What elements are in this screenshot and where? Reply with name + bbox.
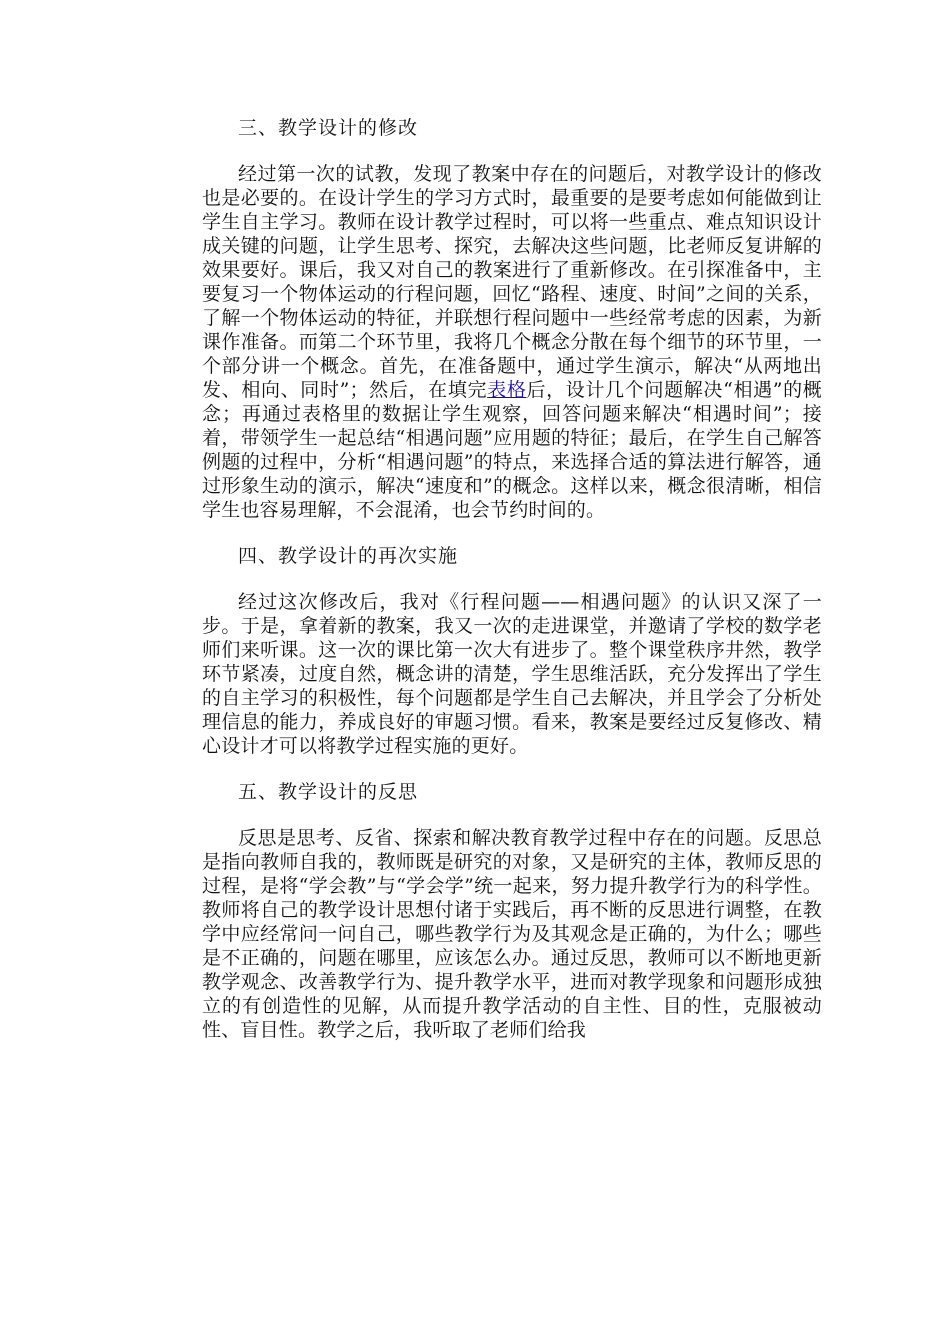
spacer bbox=[202, 758, 822, 780]
paragraph-text: 经过第一次的试教，发现了教案中存在的问题后，对教学设计的修改也是必要的。在设计学生的学习方式时，最重要的是要考虑如何能做到让学生自主学习。教师在设计教学过程时，可以将一些重点、难点知识设计成关键的问题，让学生思考、探究，去解决这些问题，比老师反复讲解的效果要好。课后，我又对自己的教案进行了重新修改。在引探准备中，主要复习一个物体运动的行程问题，回忆“路程、速度、时间”之间的关系，了解一个物体运动的特征，并联想行程问题中一些经常考虑的因素，为新课作准备。而第二个环节里，我将几个概念分散在每个细节的环节里，一个部分讲一个概念。首先，在准备题中，通过学生演示，解决“从两地出发、相向、同时”；然后，在填完 bbox=[202, 163, 822, 401]
table-link[interactable]: 表格 bbox=[487, 379, 527, 401]
paragraph-text: 后，设计几个问题解决“相遇”的概念；再通过表格里的数据让学生观察，回答问题来解决“相遇时间”；接着，带领学生一起总结“相遇问题”应用题的特征；最后，在学生自己解答例题的过程中，分析“相遇问题”的特点，来选择合适的算法进行解答，通过形象生动的演示，解决“速度和”的概念。这样以来，概念很清晰，相信学生也容易理解，不会混淆，也会节约时间的。 bbox=[202, 379, 822, 521]
section-paragraph-reimplementation: 经过这次修改后，我对《行程问题——相遇问题》的认识又深了一步。于是，拿着新的教案，我又一次的走进课堂，并邀请了学校的数学老师们来听课。这一次的课比第一次大有进步了。整个课堂秩序井然，教学环节紧凑，过度自然，概念讲的清楚，学生思维活跃，充分发挥出了学生的自主学习的积极性，每个问题都是学生自己去解决，并且学会了分析处理信息的能力，养成良好的审题习惯。看来，教案是要经过反复修改、精心设计才可以将教学过程实施的更好。 bbox=[202, 591, 822, 757]
spacer bbox=[202, 804, 822, 826]
section-paragraph-reflection: 反思是思考、反省、探索和解决教育教学过程中存在的问题。反思总是指向教师自我的，教师既是研究的对象，又是研究的主体，教师反思的过程，是将“学会教”与“学会学”统一起来，努力提升教学行为的科学性。教师将自己的教学设计思想付诸于实践后，再不断的反思进行调整，在教学中应经常问一问自己，哪些教学行为及其观念是正确的，为什么；哪些是不正确的，问题在哪里，应该怎么办。通过反思，教师可以不断地更新教学观念、改善教学行为、提升教学水平，进而对教学现象和问题形成独立的有创造性的见解，从而提升教学活动的自主性、目的性，克服被动性、盲目性。教学之后，我听取了老师们给我 bbox=[202, 827, 822, 1041]
spacer bbox=[202, 568, 822, 590]
spacer bbox=[202, 522, 822, 544]
section-heading-reflection: 五、教学设计的反思 bbox=[238, 781, 419, 803]
section-paragraph-modification bbox=[202, 162, 822, 522]
section-heading-reimplementation: 四、教学设计的再次实施 bbox=[238, 545, 459, 567]
spacer bbox=[202, 140, 822, 162]
document-page bbox=[202, 116, 822, 1042]
section-heading-modification: 三、教学设计的修改 bbox=[238, 117, 419, 139]
